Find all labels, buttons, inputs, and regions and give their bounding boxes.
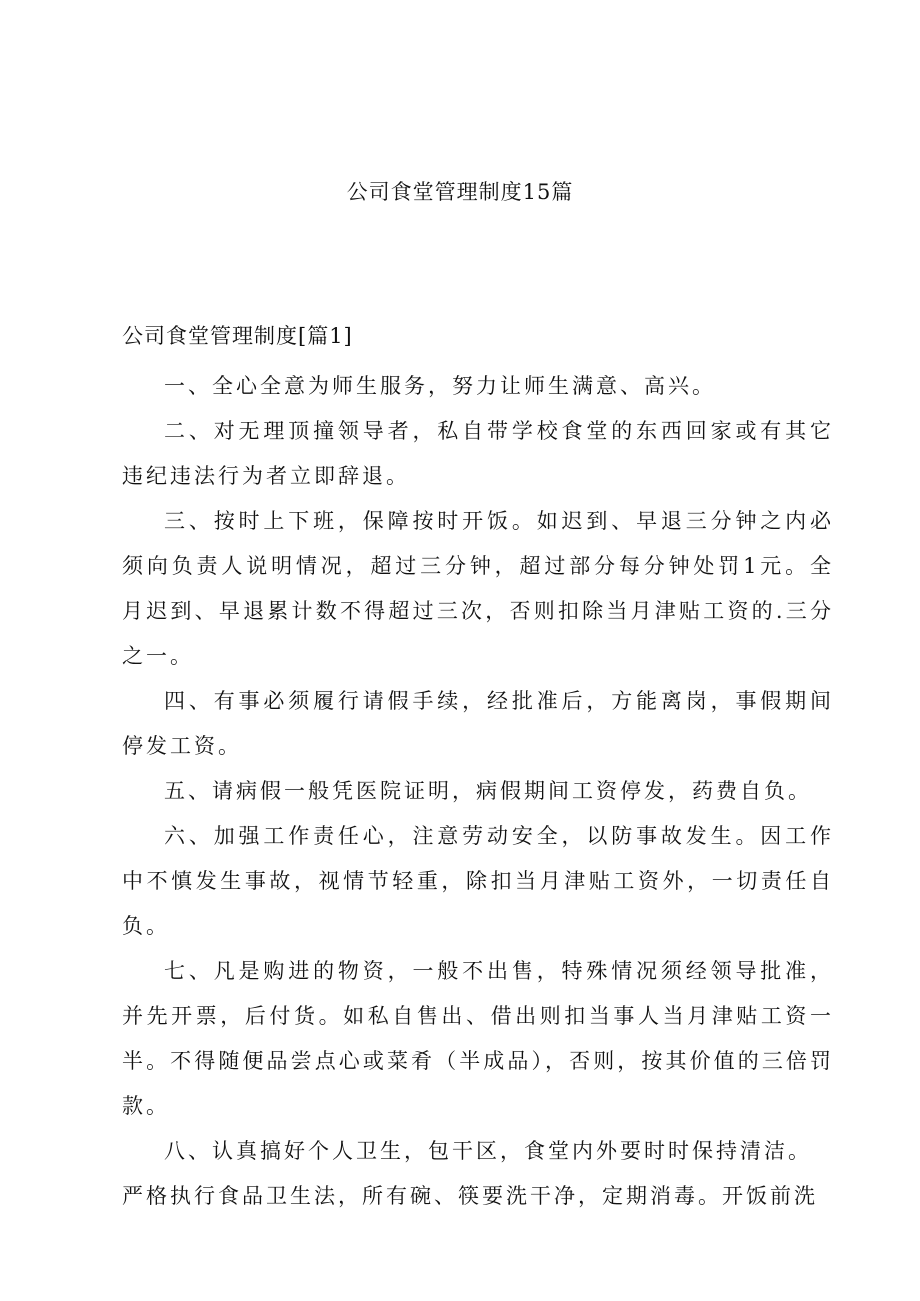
- paragraph-3: 三、按时上下班，保障按时开饭。如迟到、早退三分钟之内必须向负责人说明情况，超过三分钟，超过部分每分钟处罚1元。全月迟到、早退累计数不得超过三次，否则扣除当月津贴工资的.三分之一。: [122, 509, 834, 668]
- document-title: 公司食堂管理制度15篇: [346, 180, 574, 204]
- paragraph-4: 四、有事必须履行请假手续，经批准后，方能离岗，事假期间停发工资。: [122, 689, 834, 758]
- paragraph-6: 六、加强工作责任心，注意劳动安全，以防事故发生。因工作中不慎发生事故，视情节轻重，除扣当月津贴工资外，一切责任自负。: [122, 824, 834, 938]
- paragraph-8: 八、认真搞好个人卫生，包干区，食堂内外要时时保持清洁。: [164, 1139, 812, 1163]
- paragraph-9: 严格执行食品卫生法，所有碗、筷要洗干净，定期消毒。开饭前洗: [122, 1184, 818, 1208]
- paragraph-5: 五、请病假一般凭医院证明，病假期间工资停发，药费自负。: [164, 779, 812, 803]
- paragraph-2: 二、对无理顶撞领导者，私自带学校食堂的东西回家或有其它违纪违法行为者立即辞退。: [122, 419, 834, 488]
- paragraph-1: 一、全心全意为师生服务，努力让师生满意、高兴。: [164, 374, 716, 398]
- section-heading: 公司食堂管理制度[篇1]: [122, 324, 353, 348]
- paragraph-7: 七、凡是购进的物资，一般不出售，特殊情况须经领导批准，并先开票，后付货。如私自售出、借出则扣当事人当月津贴工资一半。不得随便品尝点心或菜肴（半成品），否则，按其价值的三倍罚款。: [122, 959, 834, 1118]
- document-body: [122, 364, 834, 1219]
